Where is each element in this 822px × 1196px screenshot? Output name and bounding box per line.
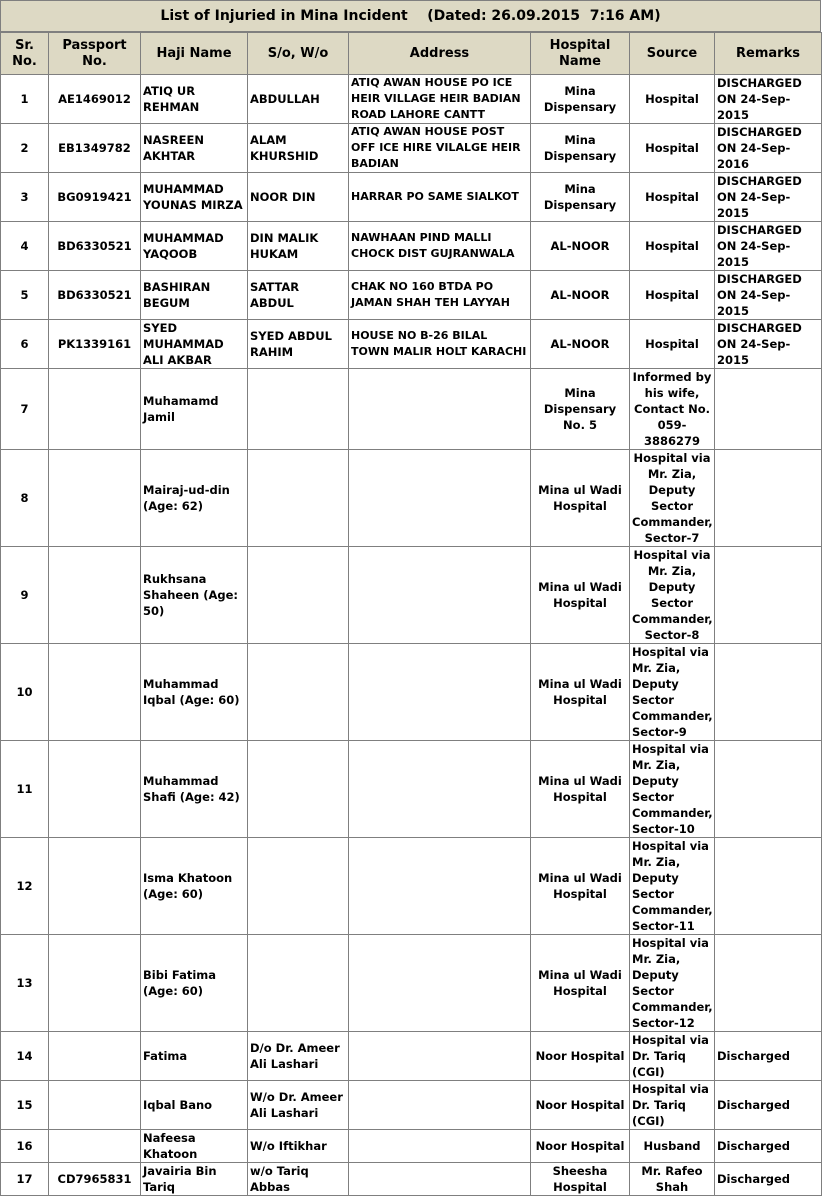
cell-name: ATIQ UR REHMAN xyxy=(141,75,248,124)
cell-remarks xyxy=(715,450,822,547)
cell-hospital: Mina ul Wadi Hospital xyxy=(531,741,630,838)
cell-address xyxy=(349,450,531,547)
cell-sr: 13 xyxy=(1,935,49,1032)
cell-address xyxy=(349,1163,531,1196)
table-row xyxy=(1,547,822,644)
cell-sr: 17 xyxy=(1,1163,49,1196)
cell-relation xyxy=(248,450,349,547)
cell-relation: w/o Tariq Abbas xyxy=(248,1163,349,1196)
cell-address xyxy=(349,935,531,1032)
cell-relation xyxy=(248,741,349,838)
col-header-sr: Sr. No. xyxy=(1,33,49,75)
cell-sr: 12 xyxy=(1,838,49,935)
col-header-source: Source xyxy=(630,33,715,75)
header-row xyxy=(1,33,822,75)
title-dated: (Dated: 26.09.2015 7:16 AM) xyxy=(427,8,661,24)
cell-passport xyxy=(49,1130,141,1163)
cell-source: Husband xyxy=(630,1130,715,1163)
cell-relation xyxy=(248,935,349,1032)
table-row xyxy=(1,222,822,271)
cell-hospital: Mina ul Wadi Hospital xyxy=(531,450,630,547)
cell-remarks: DISCHARGED ON 24-Sep-2015 xyxy=(715,271,822,320)
cell-address xyxy=(349,838,531,935)
cell-sr: 2 xyxy=(1,124,49,173)
cell-address: HARRAR PO SAME SIALKOT xyxy=(349,173,531,222)
cell-name: Isma Khatoon (Age: 60) xyxy=(141,838,248,935)
cell-source: Hospital via Dr. Tariq (CGI) xyxy=(630,1032,715,1081)
cell-passport: PK1339161 xyxy=(49,320,141,369)
cell-remarks: Discharged xyxy=(715,1130,822,1163)
cell-relation: D/o Dr. Ameer Ali Lashari xyxy=(248,1032,349,1081)
table-row xyxy=(1,1032,822,1081)
cell-name: SYED MUHAMMAD ALI AKBAR xyxy=(141,320,248,369)
cell-name: Mairaj-ud-din (Age: 62) xyxy=(141,450,248,547)
cell-passport xyxy=(49,369,141,450)
cell-address: ATIQ AWAN HOUSE PO ICE HEIR VILLAGE HEIR BADIAN ROAD LAHORE CANTT xyxy=(349,75,531,124)
table-row xyxy=(1,1163,822,1196)
cell-sr: 3 xyxy=(1,173,49,222)
cell-hospital: AL-NOOR xyxy=(531,320,630,369)
cell-hospital: Mina Dispensary No. 5 xyxy=(531,369,630,450)
cell-relation xyxy=(248,838,349,935)
cell-source: Hospital via Mr. Zia, Deputy Sector Commander, Sector-8 xyxy=(630,547,715,644)
cell-remarks: DISCHARGED ON 24-Sep-2015 xyxy=(715,173,822,222)
cell-name: Muhammad Shafi (Age: 42) xyxy=(141,741,248,838)
cell-sr: 1 xyxy=(1,75,49,124)
table-row xyxy=(1,644,822,741)
cell-passport xyxy=(49,644,141,741)
cell-hospital: Noor Hospital xyxy=(531,1130,630,1163)
cell-remarks xyxy=(715,369,822,450)
cell-name: Muhamamd Jamil xyxy=(141,369,248,450)
cell-address xyxy=(349,1081,531,1130)
cell-hospital: Mina ul Wadi Hospital xyxy=(531,935,630,1032)
table-row xyxy=(1,838,822,935)
table-row xyxy=(1,320,822,369)
col-header-passport: Passport No. xyxy=(49,33,141,75)
cell-source: Hospital xyxy=(630,75,715,124)
table-row xyxy=(1,450,822,547)
cell-hospital: AL-NOOR xyxy=(531,222,630,271)
cell-relation: NOOR DIN xyxy=(248,173,349,222)
cell-passport xyxy=(49,547,141,644)
cell-name: Fatima xyxy=(141,1032,248,1081)
cell-hospital: Sheesha Hospital xyxy=(531,1163,630,1196)
cell-address: NAWHAAN PIND MALLI CHOCK DIST GUJRANWALA xyxy=(349,222,531,271)
cell-remarks xyxy=(715,547,822,644)
cell-relation: ABDULLAH xyxy=(248,75,349,124)
cell-source: Hospital via Mr. Zia, Deputy Sector Commander, Sector-11 xyxy=(630,838,715,935)
cell-sr: 8 xyxy=(1,450,49,547)
cell-name: BASHIRAN BEGUM xyxy=(141,271,248,320)
col-header-relation: S/o, W/o xyxy=(248,33,349,75)
cell-source: Hospital xyxy=(630,124,715,173)
cell-remarks xyxy=(715,935,822,1032)
cell-remarks: Discharged xyxy=(715,1081,822,1130)
cell-passport: AE1469012 xyxy=(49,75,141,124)
cell-hospital: AL-NOOR xyxy=(531,271,630,320)
table-row xyxy=(1,1130,822,1163)
cell-hospital: Mina Dispensary xyxy=(531,173,630,222)
cell-sr: 5 xyxy=(1,271,49,320)
table-row xyxy=(1,741,822,838)
cell-source: Hospital xyxy=(630,271,715,320)
cell-sr: 14 xyxy=(1,1032,49,1081)
cell-source: Hospital via Mr. Zia, Deputy Sector Commander, Sector-7 xyxy=(630,450,715,547)
cell-relation: SATTAR ABDUL xyxy=(248,271,349,320)
cell-address xyxy=(349,741,531,838)
cell-relation xyxy=(248,369,349,450)
cell-remarks: Discharged xyxy=(715,1032,822,1081)
cell-remarks xyxy=(715,644,822,741)
cell-name: Bibi Fatima (Age: 60) xyxy=(141,935,248,1032)
cell-relation xyxy=(248,644,349,741)
cell-sr: 11 xyxy=(1,741,49,838)
cell-hospital: Mina ul Wadi Hospital xyxy=(531,547,630,644)
cell-sr: 7 xyxy=(1,369,49,450)
sheet-title xyxy=(0,0,821,32)
col-header-name: Haji Name xyxy=(141,33,248,75)
cell-name: Rukhsana Shaheen (Age: 50) xyxy=(141,547,248,644)
table-row xyxy=(1,1081,822,1130)
cell-address: ATIQ AWAN HOUSE POST OFF ICE HIRE VILALGE HEIR BADIAN xyxy=(349,124,531,173)
table-row xyxy=(1,124,822,173)
cell-passport xyxy=(49,1081,141,1130)
cell-relation: W/o Iftikhar xyxy=(248,1130,349,1163)
cell-passport xyxy=(49,450,141,547)
cell-remarks: DISCHARGED ON 24-Sep-2015 xyxy=(715,222,822,271)
cell-passport xyxy=(49,838,141,935)
cell-source: Informed by his wife, Contact No. 059-3886279 xyxy=(630,369,715,450)
cell-hospital: Noor Hospital xyxy=(531,1032,630,1081)
cell-passport: EB1349782 xyxy=(49,124,141,173)
cell-source: Hospital via Mr. Zia, Deputy Sector Commander, Sector-10 xyxy=(630,741,715,838)
cell-name: MUHAMMAD YAQOOB xyxy=(141,222,248,271)
col-header-hospital: Hospital Name xyxy=(531,33,630,75)
cell-name: NASREEN AKHTAR xyxy=(141,124,248,173)
col-header-address: Address xyxy=(349,33,531,75)
cell-remarks: DISCHARGED ON 24-Sep-2015 xyxy=(715,75,822,124)
title-text: List of Injuried in Mina Incident xyxy=(160,8,408,24)
cell-source: Hospital xyxy=(630,222,715,271)
cell-address: HOUSE NO B-26 BILAL TOWN MALIR HOLT KARACHI xyxy=(349,320,531,369)
cell-address: CHAK NO 160 BTDA PO JAMAN SHAH TEH LAYYAH xyxy=(349,271,531,320)
cell-passport: BD6330521 xyxy=(49,222,141,271)
cell-sr: 4 xyxy=(1,222,49,271)
cell-passport xyxy=(49,741,141,838)
cell-address xyxy=(349,369,531,450)
table-row xyxy=(1,173,822,222)
cell-remarks xyxy=(715,741,822,838)
cell-passport: BG0919421 xyxy=(49,173,141,222)
cell-sr: 9 xyxy=(1,547,49,644)
cell-relation: SYED ABDUL RAHIM xyxy=(248,320,349,369)
cell-hospital: Mina ul Wadi Hospital xyxy=(531,838,630,935)
cell-passport xyxy=(49,1032,141,1081)
table-row xyxy=(1,935,822,1032)
cell-source: Hospital via Dr. Tariq (CGI) xyxy=(630,1081,715,1130)
cell-address xyxy=(349,1130,531,1163)
cell-name: Muhammad Iqbal (Age: 60) xyxy=(141,644,248,741)
cell-remarks: DISCHARGED ON 24-Sep-2016 xyxy=(715,124,822,173)
table-row xyxy=(1,75,822,124)
cell-hospital: Mina Dispensary xyxy=(531,124,630,173)
cell-address xyxy=(349,547,531,644)
cell-relation: DIN MALIK HUKAM xyxy=(248,222,349,271)
cell-remarks xyxy=(715,838,822,935)
cell-hospital: Mina Dispensary xyxy=(531,75,630,124)
col-header-remarks: Remarks xyxy=(715,33,822,75)
cell-passport: BD6330521 xyxy=(49,271,141,320)
injured-table xyxy=(0,32,822,1196)
cell-name: Iqbal Bano xyxy=(141,1081,248,1130)
cell-remarks: DISCHARGED ON 24-Sep-2015 xyxy=(715,320,822,369)
cell-sr: 6 xyxy=(1,320,49,369)
cell-relation: ALAM KHURSHID xyxy=(248,124,349,173)
cell-name: Javairia Bin Tariq xyxy=(141,1163,248,1196)
cell-address xyxy=(349,1032,531,1081)
cell-passport xyxy=(49,935,141,1032)
cell-sr: 16 xyxy=(1,1130,49,1163)
cell-source: Hospital via Mr. Zia, Deputy Sector Commander, Sector-9 xyxy=(630,644,715,741)
cell-hospital: Noor Hospital xyxy=(531,1081,630,1130)
cell-relation xyxy=(248,547,349,644)
cell-source: Hospital xyxy=(630,173,715,222)
cell-source: Mr. Rafeo Shah xyxy=(630,1163,715,1196)
cell-hospital: Mina ul Wadi Hospital xyxy=(531,644,630,741)
cell-passport: CD7965831 xyxy=(49,1163,141,1196)
cell-sr: 10 xyxy=(1,644,49,741)
cell-name: Nafeesa Khatoon xyxy=(141,1130,248,1163)
table-row xyxy=(1,369,822,450)
cell-relation: W/o Dr. Ameer Ali Lashari xyxy=(248,1081,349,1130)
cell-source: Hospital via Mr. Zia, Deputy Sector Commander, Sector-12 xyxy=(630,935,715,1032)
cell-name: MUHAMMAD YOUNAS MIRZA xyxy=(141,173,248,222)
cell-address xyxy=(349,644,531,741)
cell-source: Hospital xyxy=(630,320,715,369)
cell-sr: 15 xyxy=(1,1081,49,1130)
cell-remarks: Discharged xyxy=(715,1163,822,1196)
table-row xyxy=(1,271,822,320)
